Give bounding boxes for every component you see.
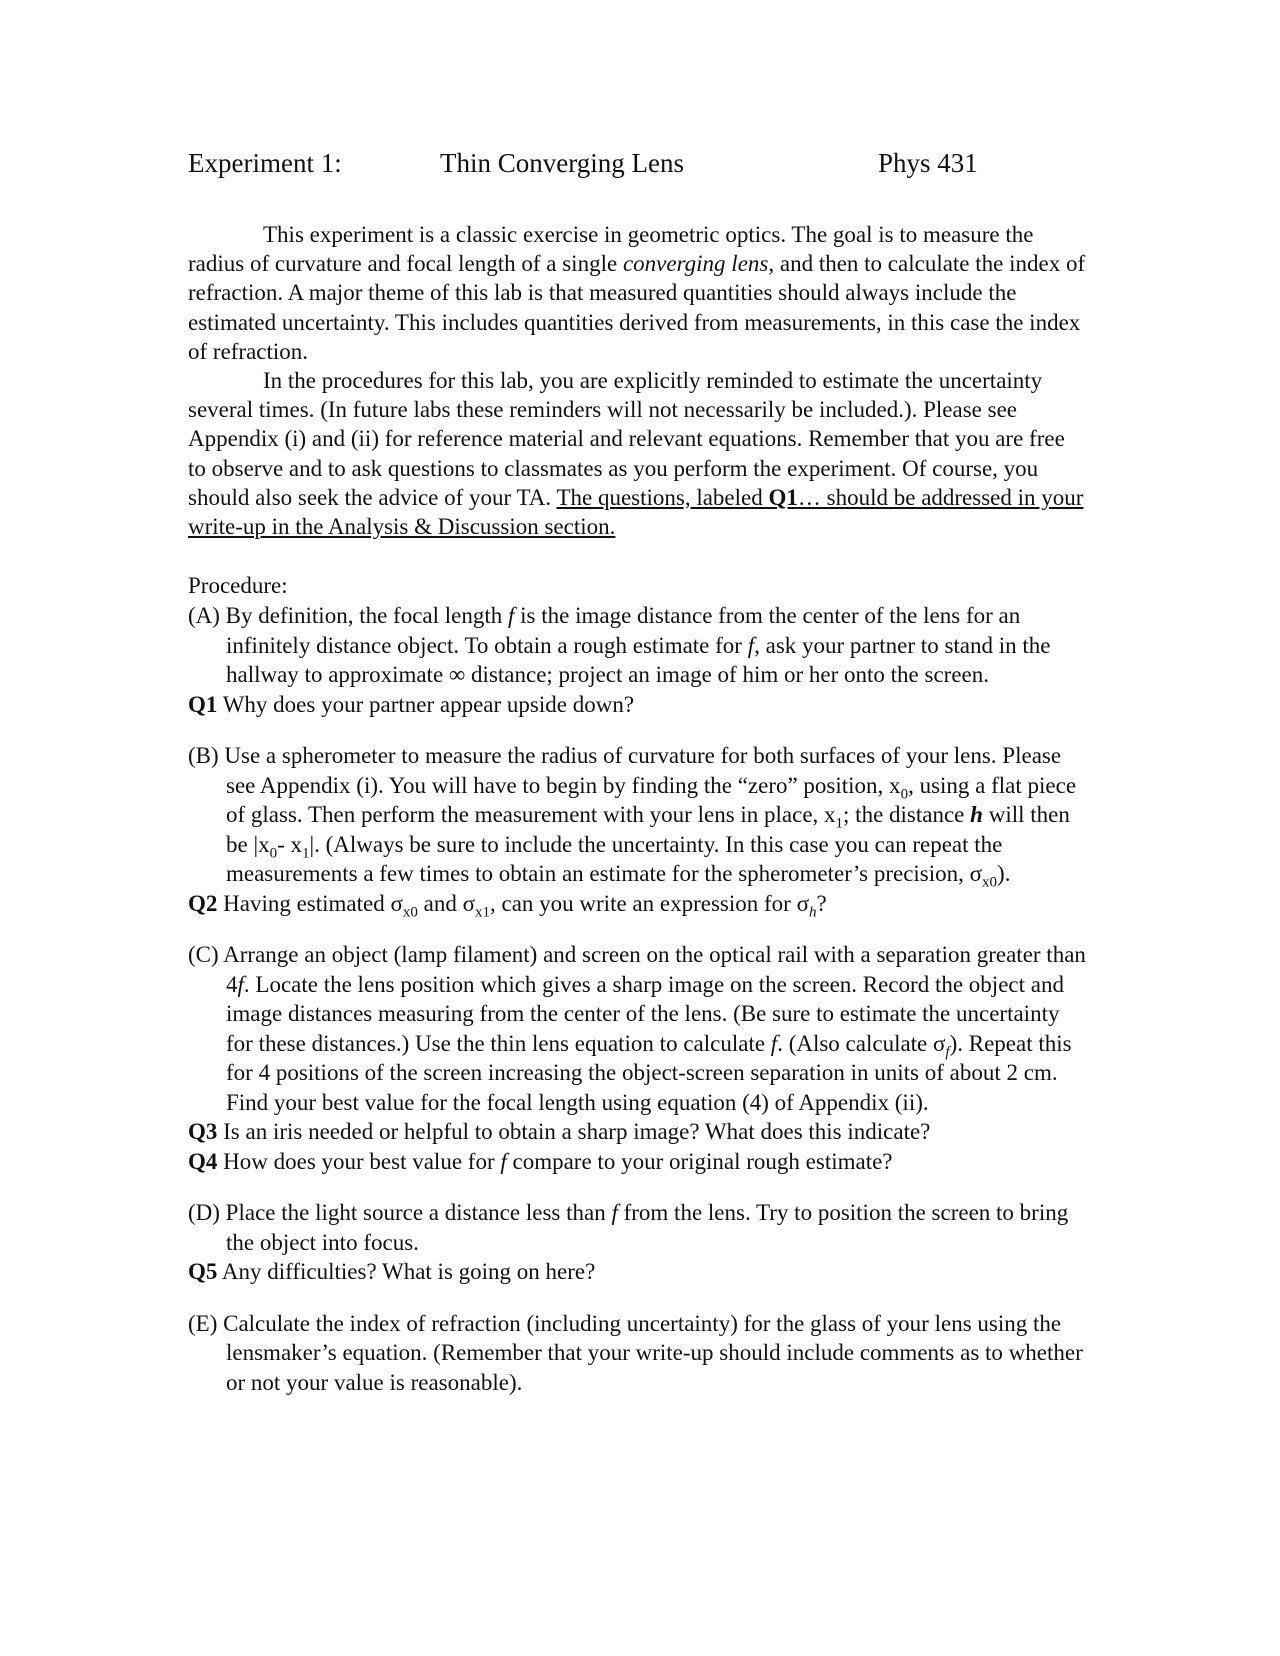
question-label: Q5 — [188, 1259, 218, 1285]
subscript: 1 — [302, 845, 310, 862]
question-text: Why does your partner appear upside down? — [217, 691, 635, 717]
question-label: Q4 — [188, 1148, 218, 1174]
question-text: Is an iris needed or helpful to obtain a sharp image? What does this indicate? — [217, 1119, 931, 1145]
question-label: Q3 — [188, 1119, 218, 1145]
step-text: from the lens. Try to position the screen to bring the object into focus. — [226, 1200, 1069, 1255]
step-text: - x — [277, 831, 302, 857]
symbol-f: f — [770, 1030, 778, 1056]
subscript: 0 — [269, 845, 278, 862]
question-text: and σ — [417, 890, 475, 916]
step-text: . (Also calculate σ — [777, 1030, 946, 1056]
intro-text: , and then to calculate the index of refraction. A major theme of this lab is that measured quantities should always include the estimated uncertainty. This includes quantities derived from measurements, in this case the index of refraction. — [188, 251, 1086, 364]
step-text: ). — [997, 861, 1011, 887]
step-text: (D) Place the light source a distance less than — [188, 1200, 612, 1226]
question-text: compare to your original rough estimate? — [506, 1148, 893, 1174]
question-label: Q1 — [768, 484, 798, 510]
questions-note-text: The questions, labeled — [556, 484, 769, 510]
step-text: ). Repeat this for 4 positions of the screen increasing the object-screen separation in units of about 2 cm. Find your best value for the focal length using equation (4) of Appendix (ii). — [226, 1030, 1072, 1115]
question-text: Any difficulties? What is going on here? — [217, 1259, 596, 1285]
subscript: f — [945, 1044, 950, 1061]
question-q2 — [188, 889, 1088, 921]
symbol-f: f — [500, 1148, 507, 1174]
question-text: , can you write an expression for σ — [490, 890, 809, 916]
question-text: ? — [816, 890, 827, 916]
intro-paragraph-1 — [188, 220, 1088, 366]
intro-text: In the procedures for this lab, you are explicitly reminded to estimate the uncertainty several times. (In future labs these reminders will not necessarily be included.). Please see Appendix (i) and (ii) for reference material and relevant equations. Remember that you are free to observe and to ask questions to classmates as you perform the experiment. Of course, you should also seek the advice of your TA. — [188, 368, 1065, 510]
question-q1 — [188, 690, 1088, 720]
questions-note-text: … should be addressed in your write-up in the Analysis & Discussion section. — [188, 484, 1084, 540]
question-text: How does your best value for — [217, 1148, 501, 1174]
step-text: is the image distance from the center of the lens for an infinitely distance object. To obtain a rough estimate for — [226, 603, 1021, 658]
symbol-f: f — [237, 971, 244, 997]
procedure-step-a — [188, 601, 1088, 719]
step-text: , using a flat piece of glass. Then perform the measurement with your lens in place, x — [226, 772, 1077, 828]
intro-text: This experiment is a classic exercise in geometric optics. The goal is to measure the radius of curvature and focal length of a single — [188, 222, 1034, 277]
symbol-h: h — [970, 802, 983, 828]
procedure-heading: Procedure: — [188, 573, 288, 599]
question-label: Q1 — [188, 691, 218, 717]
step-text: ; the distance — [843, 802, 971, 828]
subscript: 0 — [900, 786, 909, 803]
symbol-f: f — [747, 632, 755, 658]
experiment-title: Thin Converging Lens — [440, 148, 684, 178]
question-q4 — [188, 1147, 1088, 1177]
step-text: (A) By definition, the focal length — [188, 603, 509, 629]
subscript: x1 — [475, 904, 490, 921]
step-text: (B) Use a spherometer to measure the radius of curvature for both surfaces of your lens. Please see Appendix (i). You will have to begin by finding the “zero” position, x — [188, 743, 1062, 798]
document-page — [188, 148, 1088, 1397]
document-header — [188, 148, 1088, 188]
symbol-f: f — [508, 603, 515, 629]
emphasis-text: converging lens — [622, 251, 769, 277]
question-q5 — [188, 1257, 1088, 1287]
course-code: Phys 431 — [878, 148, 978, 178]
question-text: Having estimated σ — [217, 890, 403, 916]
question-q3 — [188, 1117, 1088, 1147]
intro-paragraph-2 — [188, 366, 1088, 541]
symbol-f: f — [611, 1200, 618, 1226]
step-text: , ask your partner to stand in the hallway to approximate ∞ distance; project an image of him or her onto the screen. — [226, 632, 1051, 688]
procedure-step-e — [188, 1309, 1088, 1398]
step-text: will then be |x — [226, 802, 1070, 857]
introduction — [188, 220, 1088, 541]
experiment-number: Experiment 1: — [188, 148, 342, 178]
step-text: . Locate the lens position which gives a sharp image on the screen. Record the object and image distances measuring from the center of the lens. (Be sure to estimate the uncertainty for these distances.) Use the thin lens equation to calculate — [226, 971, 1064, 1056]
subscript: 1 — [835, 815, 844, 832]
subscript: h — [808, 904, 817, 921]
subscript: x0 — [982, 874, 998, 891]
procedure-step-d — [188, 1198, 1088, 1287]
step-text: |. (Always be sure to include the uncertainty. In this case you can repeat the measurements a few times to obtain an estimate for the spherometer’s precision, σ — [226, 831, 1003, 887]
procedure-step-b — [188, 741, 1088, 921]
question-label: Q2 — [188, 890, 218, 916]
procedure-step-c — [188, 940, 1088, 1176]
step-text: (E) Calculate the index of refraction (including uncertainty) for the glass of your lens using the lensmaker’s equation. (Remember that your write-up should include comments as to whether or not your value is reasonable). — [188, 1310, 1083, 1395]
subscript: x0 — [402, 904, 418, 921]
step-text: (C) Arrange an object (lamp filament) and screen on the optical rail with a separation greater than 4 — [188, 942, 1086, 997]
